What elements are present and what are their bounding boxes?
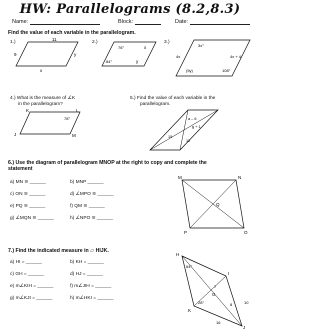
p1-bottom-label: x xyxy=(40,68,43,73)
p3-side-b: 4x + 4 xyxy=(230,54,242,59)
q6-text-1: 6.) Use the diagram of parallelogram MNOP at the right to copy and complete the xyxy=(8,160,207,166)
q4-label-l: L xyxy=(76,108,79,113)
q6-label-p: P xyxy=(184,230,188,234)
q4-label-m: M xyxy=(72,133,76,138)
q5-label-b: g + 1 xyxy=(192,125,201,129)
p3-number: 3.) xyxy=(164,40,170,45)
q7-side-4: 10 xyxy=(244,300,249,305)
q7-angle-2: 28° xyxy=(198,300,205,305)
q4-text-1: 4.) What is the measure of ∠K xyxy=(10,96,76,101)
q7-side-2: 8 xyxy=(230,302,233,307)
q7-label-i: I xyxy=(228,271,230,276)
p3-angle-a: 3x° xyxy=(198,43,204,48)
name-field xyxy=(12,19,100,25)
q7-label-g: G xyxy=(212,292,216,297)
p3-side-c: 4x xyxy=(176,54,181,59)
section1-instruction: Find the value of each variable in the parallelogram. xyxy=(8,30,136,36)
q5-text-2: parallelogram. xyxy=(140,102,171,107)
q5-label-a: a – 6 xyxy=(188,117,197,121)
q6-item-h: h) ∠NPO ≅ ______ xyxy=(70,216,113,221)
q7-item-d: d) HJ = ______ xyxy=(70,272,103,277)
date-field xyxy=(175,19,250,25)
p2-x-label: x xyxy=(144,45,147,50)
q6-item-b: b) MNP ______ xyxy=(70,180,104,185)
q7-angle-1: 64° xyxy=(186,264,193,269)
q7-items xyxy=(10,260,160,308)
q7-label-j: J xyxy=(243,325,246,330)
q6-label-q: Q xyxy=(216,202,220,207)
q4-label-k: K xyxy=(26,108,30,113)
q6-text-2: statement xyxy=(8,166,33,172)
name-label: Name: xyxy=(12,19,29,25)
p3-angle-d: (5y) xyxy=(186,68,193,73)
q7-side-3: 16 xyxy=(216,320,221,325)
q4-figure xyxy=(14,108,84,138)
q6-item-a: a) MN ≅ ______ xyxy=(10,180,46,185)
q5-figure xyxy=(148,108,220,152)
p1-right-label: y xyxy=(74,52,77,57)
q6-label-m: M xyxy=(178,175,182,180)
p3-angle-e: 108° xyxy=(222,68,231,73)
p1-left-label: 9 xyxy=(14,52,17,57)
q6-item-c: c) ON ≅ ______ xyxy=(10,192,46,197)
q7-item-f: f) m∠JIH = ______ xyxy=(70,284,112,289)
q7-item-a: a) HI = ______ xyxy=(10,260,42,265)
q7-label-k: K xyxy=(188,308,192,313)
name-line xyxy=(30,19,100,25)
q7-side-1: 7 xyxy=(214,284,217,289)
p2-figure xyxy=(92,36,164,74)
block-label: Block: xyxy=(118,19,133,25)
q4-angle: 78° xyxy=(64,116,71,121)
q6-label-n: N xyxy=(238,175,242,180)
block-line xyxy=(135,19,161,25)
q7-figure xyxy=(168,250,254,330)
q7-item-c: c) GH = ______ xyxy=(10,272,45,277)
page-title: HW: Parallelograms (8.2,8.3) xyxy=(19,2,241,17)
q5-label-c: 15 xyxy=(168,135,173,139)
q6-items xyxy=(10,180,160,228)
p2-number: 2.) xyxy=(92,40,98,45)
q7-item-b: b) KH = ______ xyxy=(70,260,104,265)
q7-text: 7.) Find the indicated measure in ▱ HIJK. xyxy=(8,248,109,254)
q4-text-2: in the parallelogram? xyxy=(18,102,63,107)
q7-item-g: g) m∠KJI = ______ xyxy=(10,296,53,301)
q6-item-d: d) ∠MPO ≅ ______ xyxy=(70,192,114,197)
block-field xyxy=(118,19,161,25)
q6-figure xyxy=(176,174,250,234)
q6-item-e: e) PQ ≅ ______ xyxy=(10,204,46,209)
p1-number: 1.) xyxy=(10,40,16,45)
p3-figure xyxy=(172,36,254,80)
date-label: Date: xyxy=(175,19,189,25)
q5-label-d: 12 xyxy=(186,139,191,143)
q7-item-e: e) m∠KIH = ______ xyxy=(10,284,54,289)
q5-text-1: 5.) Find the value of each variable in the xyxy=(130,96,216,101)
q6-item-g: g) ∠MQN ≅ ______ xyxy=(10,216,54,221)
p1-figure xyxy=(8,36,86,74)
q6-item-f: f) QM ≅ ______ xyxy=(70,204,105,209)
p2-y-label: y xyxy=(136,59,139,64)
q6-label-o: O xyxy=(244,230,248,234)
q7-label-h: H xyxy=(176,252,180,257)
date-line xyxy=(190,19,250,25)
q7-item-h: h) m∠HKI = ______ xyxy=(70,296,114,301)
p2-top-angle: 76° xyxy=(118,45,125,50)
p1-top-label: 11 xyxy=(52,37,57,42)
p2-bottom-angle: 84° xyxy=(106,59,113,64)
q4-label-j: J xyxy=(14,132,17,137)
